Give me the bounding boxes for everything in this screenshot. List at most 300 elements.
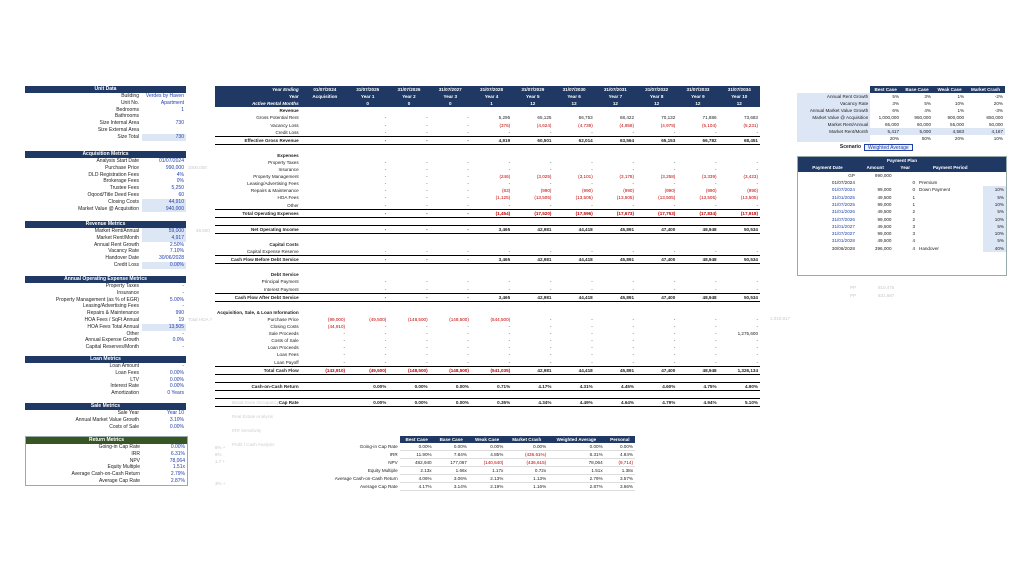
cashflow-cell: - (715, 359, 717, 365)
cashflow-cell: (3,258) (660, 174, 676, 180)
cashflow-cell: (990) (747, 188, 758, 194)
unit-data-value[interactable]: Apartment (160, 99, 184, 106)
returns-ghost-value: 3% + (215, 480, 226, 486)
acquisition-label: Trustee Fees (109, 185, 139, 192)
cashflow-cell: - (756, 352, 758, 358)
cashflow-cell: - (426, 249, 428, 255)
cashflow-cell: (83) (502, 188, 511, 194)
cashflow-cell: (13,505) (616, 195, 635, 201)
scenario-cell[interactable]: 10% (993, 136, 1003, 141)
opex-row (25, 283, 186, 290)
payment-plan-row (798, 201, 1006, 208)
payment-plan-cell[interactable]: 990,000 (874, 172, 892, 178)
cashflow-cell: - (632, 181, 635, 187)
cashflow-cell: - (426, 195, 428, 201)
cashflow-cell (471, 309, 512, 316)
cashflow-cell: (990) (705, 188, 717, 194)
payment-plan-cell[interactable]: 49,500 (877, 209, 892, 215)
cashflow-cell: 42,981 (512, 293, 553, 301)
sale-value[interactable]: Year 10 (166, 410, 184, 416)
cashflow-cell (636, 301, 677, 309)
weighted-cell: (436,615) (505, 459, 548, 467)
cashflow-cell: - (467, 345, 469, 351)
cashflow-cell: (4,858) (619, 122, 635, 128)
cashflow-ghost-value: 1,010,817 (770, 316, 791, 321)
sale-row (25, 417, 186, 424)
sale-value[interactable]: 3.10% (169, 416, 184, 423)
cashflow-cell: (4,979) (660, 122, 676, 128)
revenue-label: Market Rent/Annual (94, 228, 139, 234)
payment-plan-row (798, 215, 1006, 222)
cashflow-cell: - (549, 181, 552, 187)
cashflow-cell: - (549, 286, 552, 292)
cashflow-cell: (3,101) (578, 174, 593, 180)
scenario-cell[interactable]: 50,000 (988, 122, 1003, 127)
cashflow-header-cell: 01/07/2024 (303, 86, 347, 93)
weighted-cell: (140,640) (469, 459, 505, 467)
cashflow-cell: - (715, 286, 717, 292)
cashflow-cell: 70,132 (661, 115, 676, 121)
acquisition-value[interactable]: 5,250 (171, 185, 184, 192)
weighted-row (313, 483, 635, 491)
cashflow-cell: - (430, 225, 471, 233)
weighted-cell: 1.17x (469, 467, 505, 475)
cashflow-cell: 4.60% (636, 382, 677, 390)
weighted-cell: 2.13% (469, 475, 505, 483)
cashflow-cell (677, 217, 718, 225)
cashflow-cell (388, 309, 429, 316)
cashflow-row (215, 351, 760, 358)
cashflow-cell (677, 241, 718, 248)
cashflow-header-cell: Year 5 (512, 93, 553, 100)
cashflow-cell: - (632, 331, 635, 337)
cashflow-cell (303, 217, 347, 225)
cashflow-cell: 42,981 (512, 366, 553, 374)
cashflow-cell: - (467, 359, 469, 365)
cashflow-cell (471, 217, 512, 225)
revenue-title: Revenue Metrics (25, 221, 186, 228)
weighted-returns-table (313, 436, 635, 491)
scenario-cell[interactable]: 1% (957, 108, 965, 113)
unit-data-value[interactable]: 1 (181, 106, 184, 113)
opex-panel (25, 276, 186, 351)
cashflow-cell: - (508, 249, 511, 255)
scenario-cell[interactable]: 20% (993, 101, 1003, 106)
cashflow-cell: - (467, 195, 469, 201)
cashflow-row-label: Vacancy Loss (270, 122, 299, 128)
revenue-value[interactable]: 59,000 (142, 228, 186, 235)
scenario-cell[interactable]: 20% (889, 136, 900, 141)
loan-value[interactable]: 0.00% (169, 383, 184, 390)
revenue-value[interactable]: 4,917 (142, 235, 186, 242)
cashflow-cell: - (632, 352, 635, 358)
opex-value[interactable]: 13,505 (142, 324, 186, 331)
cashflow-cell: 4.79% (636, 398, 677, 406)
scenario-cell[interactable]: 3% (924, 94, 932, 99)
cashflow-cell (430, 152, 471, 159)
cashflow-cell: 47,400 (636, 366, 677, 374)
payment-plan-cell: 2 (912, 209, 915, 215)
payment-plan-ghost-label: PP (850, 293, 857, 298)
cashflow-cell (347, 241, 388, 248)
cashflow-cell: - (384, 331, 387, 337)
cashflow-row (215, 366, 760, 374)
cashflow-cell (553, 301, 594, 309)
weighted-cell: 0.00% (400, 443, 434, 451)
cashflow-cell: - (426, 359, 428, 365)
cashflow-cell: - (632, 316, 635, 322)
payment-plan-cell: 10% (983, 186, 1006, 193)
cashflow-cell: - (756, 167, 758, 173)
cashflow-cell: (376) (499, 122, 511, 128)
opex-value[interactable]: 5.00% (169, 296, 184, 303)
cashflow-cell: - (426, 202, 428, 208)
weighted-cell: 7.84% (434, 451, 469, 459)
acquisition-value[interactable]: 940,000 (142, 206, 186, 213)
cashflow-cell (303, 180, 347, 187)
payment-plan-cell[interactable]: 99,000 (877, 201, 892, 207)
payment-plan-cell[interactable]: 99,000 (877, 231, 892, 237)
cashflow-header-cell: Year 2 (388, 93, 429, 100)
cashflow-cell (636, 309, 677, 316)
scenario-cell[interactable]: 5% (924, 101, 932, 106)
weighted-cell: 1.66x (434, 467, 469, 475)
cashflow-cell: 68,451 (719, 136, 760, 144)
returns-value[interactable]: 1.51x (172, 464, 185, 471)
revenue-value[interactable]: 0.00% (142, 262, 186, 269)
cashflow-cell: 44,418 (553, 225, 594, 233)
cashflow-cell: 4,919 (471, 136, 512, 144)
cashflow-panel (215, 86, 760, 407)
acquisition-value[interactable]: 60 (178, 191, 184, 198)
cashflow-row-label: Cash-on-Cash Return (215, 382, 303, 390)
scenario-cell[interactable]: 65,000 (884, 122, 900, 127)
cashflow-cell: - (508, 279, 511, 285)
scenario-panel (797, 86, 1005, 151)
cashflow-cell (388, 264, 429, 272)
scenario-table (797, 86, 1005, 142)
cashflow-cell (553, 264, 594, 272)
payment-plan-cell[interactable]: 49,500 (877, 223, 892, 229)
weighted-cell: 0.00% (505, 443, 548, 451)
unit-data-value[interactable]: 730 (142, 134, 186, 141)
cashflow-cell: - (549, 316, 552, 322)
cashflow-header-cell: 12 (512, 100, 553, 107)
acquisition-value[interactable]: 4% (176, 171, 184, 178)
payment-plan-panel (797, 156, 1007, 276)
acquisition-title: Acquisition Metrics (25, 151, 186, 158)
cashflow-row-label: Effective Gross Revenue (215, 136, 303, 144)
cashflow-cell (303, 194, 347, 201)
cashflow-cell: - (632, 345, 635, 351)
cashflow-row (215, 337, 760, 344)
cashflow-row (215, 152, 760, 159)
cashflow-cell: 48,948 (677, 293, 718, 301)
payment-plan-header-row (798, 164, 1006, 171)
cashflow-cell: - (430, 136, 471, 144)
cashflow-cell (347, 144, 388, 152)
cashflow-cell: (4,624) (536, 122, 552, 128)
unit-data-value[interactable] (142, 113, 186, 120)
returns-value[interactable]: 6.31% (170, 450, 185, 457)
unit-data-value[interactable]: 730 (175, 120, 184, 127)
payment-plan-row (798, 208, 1006, 215)
cashflow-cell (430, 309, 471, 316)
weighted-cell: 2.87% (548, 483, 604, 491)
opex-value[interactable]: - (182, 303, 184, 310)
cashflow-row-label: Total Operating Expenses (215, 209, 303, 217)
loan-value[interactable]: - (182, 363, 184, 369)
payment-plan-cell[interactable]: 99,000 (877, 187, 892, 193)
cashflow-header-cell: 31/07/2032 (636, 86, 677, 93)
scenario-cell[interactable]: 850,000 (986, 115, 1003, 120)
cashflow-cell (303, 114, 347, 121)
scenario-cell[interactable]: 5,000 (901, 128, 933, 135)
cashflow-cell: (143,910) (303, 366, 347, 374)
acquisition-value[interactable]: 01/07/2024 (158, 158, 184, 164)
cashflow-row (215, 114, 760, 121)
cashflow-row-label: Property Management (253, 174, 299, 180)
scenario-cell[interactable]: 4,167 (966, 128, 1005, 135)
cashflow-cell (636, 152, 677, 159)
cashflow-cell: - (591, 202, 593, 208)
acquisition-value[interactable]: 990,000 (165, 164, 184, 171)
payment-plan-row (798, 179, 1006, 186)
returns-row (26, 471, 187, 478)
cashflow-cell (303, 209, 347, 217)
cashflow-cell (636, 374, 677, 382)
cashflow-header-cell: 12 (677, 100, 718, 107)
weighted-cell: 0.00% (548, 443, 604, 451)
opex-value[interactable]: - (182, 289, 184, 296)
payment-plan-cell[interactable]: 396,000 (874, 245, 892, 251)
payment-plan-cell[interactable]: 49,500 (877, 194, 892, 200)
opex-value[interactable]: 990 (175, 310, 184, 317)
opex-value[interactable]: - (182, 283, 184, 289)
weighted-cell: 0.72x (505, 467, 548, 475)
returns-value[interactable]: 2.79% (170, 471, 185, 478)
revenue-value[interactable]: 2.50% (169, 241, 184, 248)
cashflow-cell: - (343, 359, 346, 365)
acquisition-value[interactable]: 44,910 (142, 199, 186, 206)
cashflow-cell (719, 241, 760, 248)
scenario-cell[interactable]: -3% (994, 108, 1003, 113)
cashflow-cell: - (388, 209, 429, 217)
opex-value[interactable]: - (182, 330, 184, 337)
opex-label: Leasing/Advertising Fees (82, 303, 139, 310)
weighted-cell: (436.61%) (505, 451, 548, 459)
cashflow-row (215, 358, 760, 366)
loan-label: Interest Rate (110, 383, 139, 390)
scenario-cell[interactable]: 6% (892, 108, 900, 113)
scenario-cell[interactable]: 10% (954, 101, 965, 106)
cashflow-row-label: Sale Proceeds (268, 331, 299, 337)
cashflow-cell: - (384, 181, 387, 187)
weighted-cell: (9,714) (605, 459, 635, 467)
revenue-value[interactable]: 30/06/2028 (158, 255, 184, 262)
weighted-cell: NPV (388, 460, 398, 465)
cashflow-row (215, 136, 760, 144)
cashflow-cell (303, 233, 347, 241)
payment-plan-cell: GP (848, 172, 855, 178)
cashflow-cell: - (715, 202, 717, 208)
scenario-cell[interactable]: -2% (994, 94, 1003, 99)
scenario-select[interactable]: Weighted Average (864, 144, 913, 151)
weighted-cell: 6.31% (548, 451, 604, 459)
scenario-cell[interactable]: 5% (892, 94, 900, 99)
scenario-cell[interactable]: 950,000 (914, 115, 932, 120)
opex-row (25, 317, 186, 324)
cashflow-cell: 1,275,600 (737, 331, 758, 337)
scenario-header-cell: Market Crash (966, 86, 1005, 93)
scenario-cell[interactable]: 20% (954, 136, 965, 141)
revenue-row (25, 235, 186, 242)
loan-value[interactable]: 0 Years (167, 390, 184, 397)
revenue-panel (25, 221, 186, 269)
cashflow-cell (347, 264, 388, 272)
cashflow-cell (388, 152, 429, 159)
returns-ghost-value (215, 473, 225, 480)
cashflow-cell (303, 173, 347, 180)
payment-plan-cell[interactable]: 99,000 (877, 216, 892, 222)
cashflow-cell: 1,326,134 (719, 366, 760, 374)
cashflow-cell: - (508, 345, 511, 351)
cashflow-cell (471, 264, 512, 272)
cashflow-cell: 66,753 (578, 115, 593, 121)
returns-value[interactable]: 78,064 (169, 457, 185, 464)
scenario-cell[interactable]: 4,583 (933, 128, 966, 135)
scenario-row (797, 93, 1005, 100)
payment-plan-cell[interactable] (857, 179, 894, 186)
cashflow-cell (303, 256, 347, 264)
unit-data-label: Size External Area (97, 126, 139, 133)
cashflow-cell: - (591, 316, 593, 322)
cashflow-cell (677, 233, 718, 241)
cashflow-cell (347, 107, 388, 114)
scenario-cell[interactable]: 55,000 (950, 122, 965, 127)
returns-value[interactable]: 0.00% (170, 444, 185, 450)
cashflow-cell: (3,025) (536, 174, 552, 180)
weighted-cell: 0.00% (434, 443, 469, 451)
cashflow-row-label: Capital Costs (269, 242, 299, 248)
cashflow-cell: 4.31% (553, 382, 594, 390)
payment-plan-header-cell: Amount (857, 164, 894, 171)
cashflow-cell: - (347, 225, 388, 233)
cashflow-row-label: Acquisition, Sale, & Loan Information (217, 309, 299, 315)
scenario-cell[interactable]: 4% (924, 108, 932, 113)
loan-value[interactable]: 0.00% (169, 376, 184, 383)
cashflow-cell: 65,125 (537, 115, 552, 121)
cashflow-cell: - (756, 286, 758, 292)
cashflow-cell: 4.34% (512, 398, 553, 406)
cashflow-row (215, 180, 760, 187)
cashflow-cell: 3,465 (471, 256, 512, 264)
cashflow-cell: - (384, 129, 387, 135)
cashflow-header-cell: 31/07/2031 (595, 86, 636, 93)
acquisition-value[interactable]: 0% (176, 178, 184, 185)
cashflow-cell: (148,500) (407, 316, 428, 322)
weighted-returns-panel (313, 436, 635, 491)
cashflow-cell (719, 233, 760, 241)
cashflow-cell: - (756, 338, 758, 344)
weighted-cell: 4.06% (400, 475, 434, 483)
cashflow-cell: 60,501 (512, 136, 553, 144)
cashflow-row (215, 225, 760, 233)
loan-value[interactable]: 0.00% (169, 369, 184, 376)
weighted-cell: Average Cash-on-Cash Return (334, 476, 398, 481)
scenario-cell[interactable]: 50% (921, 136, 932, 141)
cashflow-cell: - (715, 316, 717, 322)
cashflow-cell: 71,886 (702, 115, 717, 121)
cashflow-cell: 65,153 (636, 136, 677, 144)
sale-value[interactable]: 0.00% (169, 423, 184, 430)
cashflow-row-label: Cash Flow Before Debt Service (215, 256, 303, 264)
revenue-label: Credit Loss (113, 261, 139, 268)
cashflow-cell: - (343, 352, 346, 358)
cashflow-cell (512, 271, 553, 278)
payment-plan-cell[interactable]: 49,500 (877, 238, 892, 244)
scenario-cell[interactable]: 1,000,000 (878, 115, 900, 120)
acquisition-row (25, 206, 186, 213)
scenario-cell[interactable]: 60,000 (916, 122, 932, 127)
cashflow-cell (430, 301, 471, 309)
cashflow-row (215, 398, 760, 406)
payment-plan-table (798, 157, 1006, 252)
cashflow-row-label (215, 144, 303, 152)
cashflow-cell (388, 374, 429, 382)
cashflow-row (215, 330, 760, 337)
payment-plan-cell: 3 (912, 223, 915, 229)
payment-plan-cell (917, 237, 983, 244)
cashflow-cell (677, 301, 718, 309)
payment-plan-cell: Down Payment (919, 187, 951, 193)
scenario-cell[interactable]: 1% (957, 94, 965, 99)
scenario-cell[interactable]: 900,000 (947, 115, 965, 120)
cashflow-cell: 3,465 (471, 293, 512, 301)
cashflow-cell (347, 217, 388, 225)
cashflow-cell: - (384, 159, 387, 165)
revenue-value[interactable]: 7.10% (169, 248, 184, 255)
payment-plan-cell (894, 172, 918, 179)
cashflow-cell: - (591, 249, 593, 255)
cashflow-cell: - (756, 129, 758, 135)
opex-value[interactable]: - (182, 344, 184, 351)
cashflow-header-cell: 0 (347, 100, 388, 107)
weighted-cell: 4.17% (400, 483, 434, 491)
unit-data-value[interactable] (142, 127, 186, 134)
cashflow-cell: - (673, 345, 676, 351)
cashflow-cell (303, 159, 347, 166)
cashflow-header-cell: Acquisition (303, 93, 347, 100)
cashflow-cell: - (467, 249, 469, 255)
unit-data-value[interactable]: Verdes by Haven (145, 93, 184, 99)
returns-value[interactable]: 2.87% (170, 477, 185, 484)
weighted-row (313, 451, 635, 459)
opex-value[interactable]: 0.0% (172, 337, 184, 344)
opex-label: Capital Reserves/Month (85, 344, 139, 351)
cashflow-cell (553, 217, 594, 225)
loan-label: Amortization (111, 390, 139, 397)
cashflow-cell: - (715, 167, 717, 173)
cashflow-row-label: Credit Loss (275, 129, 299, 135)
cashflow-cell (388, 144, 429, 152)
scenario-cell[interactable]: 3% (892, 101, 900, 106)
opex-value[interactable]: 19 (178, 316, 184, 323)
weighted-header-row (313, 436, 635, 443)
scenario-cell[interactable]: 5,417 (870, 128, 901, 135)
cashflow-cell (471, 152, 512, 159)
cashflow-cell (636, 241, 677, 248)
